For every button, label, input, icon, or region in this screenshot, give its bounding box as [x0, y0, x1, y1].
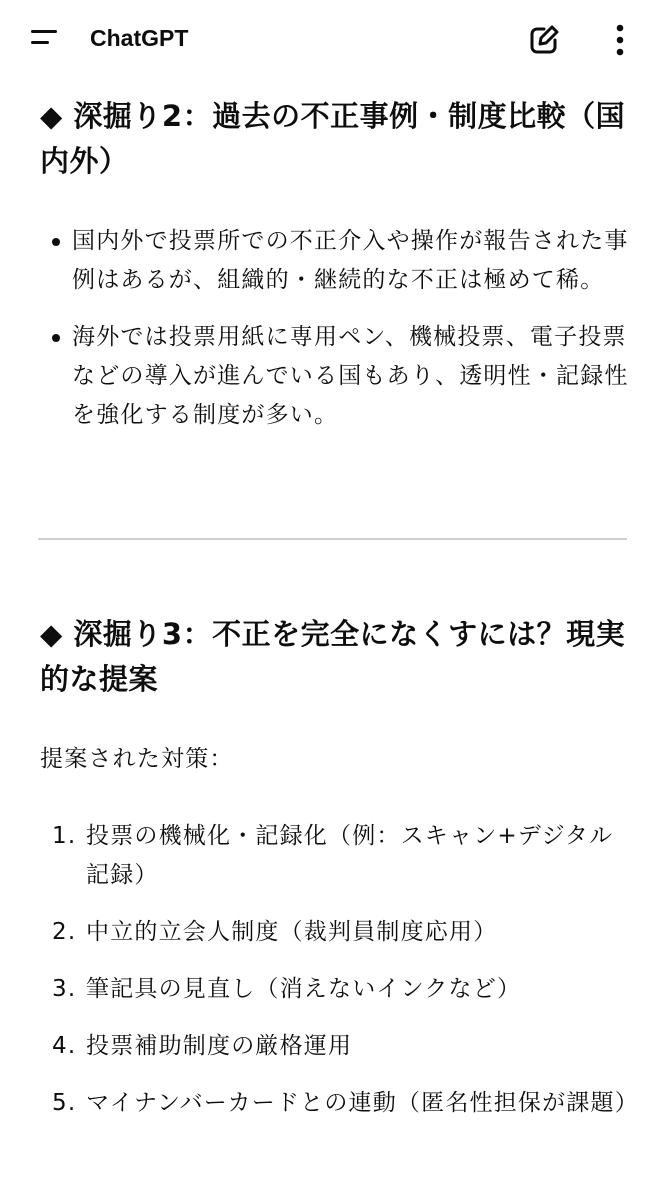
list-item — [40, 318, 630, 435]
intro-text: 提案された対策： — [40, 746, 234, 772]
hamburger-menu-icon — [31, 30, 57, 33]
list-item-text: 投票補助制度の厳格運用 — [86, 1033, 353, 1059]
list-item — [40, 970, 630, 1009]
list-number: 5. — [52, 1090, 77, 1116]
section-2 — [40, 94, 630, 435]
list-item-text: 中立的立会人制度（裁判員制度応用） — [86, 919, 498, 945]
app-title: ChatGPT — [90, 25, 189, 51]
list-item — [40, 1027, 630, 1066]
proposal-list — [40, 817, 639, 1123]
list-item-text: 海外では投票用紙に専用ペン、機械投票、電子投票などの導入が進んでいる国もあり、透明性・記録性を強化する制度が多い。 — [72, 324, 629, 428]
list-item-text: 筆記具の見直し（消えないインクなど） — [86, 976, 522, 1002]
list-item — [40, 817, 630, 895]
menu-button[interactable] — [22, 20, 70, 56]
list-item — [40, 1084, 639, 1123]
more-options-button[interactable] — [600, 18, 640, 62]
list-number: 2. — [52, 919, 77, 945]
list-item-text: マイナンバーカードとの連動（匿名性担保が課題） — [86, 1090, 639, 1116]
vertical-dots-icon — [600, 18, 640, 62]
new-chat-button[interactable] — [522, 18, 566, 62]
section-2-title: ◆ 深掘り2：過去の不正事例・制度比較（国内外） — [40, 99, 626, 178]
list-number: 3. — [52, 976, 77, 1002]
section-3 — [40, 612, 639, 1123]
section-divider — [38, 538, 627, 540]
list-item-text: 国内外で投票所での不正介入や操作が報告された事例はあるが、組織的・継続的な不正は極めて稀。 — [72, 228, 629, 293]
edit-pencil-icon — [522, 18, 566, 62]
bullet-dot — [52, 238, 60, 246]
list-item — [40, 222, 630, 300]
list-number: 4. — [52, 1033, 77, 1059]
list-number: 1. — [52, 823, 77, 849]
top-app-bar — [0, 0, 665, 78]
list-item-text: 投票の機械化・記録化（例：スキャン+デジタル記録） — [86, 823, 614, 888]
list-item — [40, 913, 630, 952]
section-2-bullets — [40, 222, 630, 435]
hamburger-menu-icon-line — [31, 41, 49, 44]
bullet-dot — [52, 334, 60, 342]
section-3-title: ◆ 深掘り3：不正を完全になくすには？現実的な提案 — [40, 617, 626, 696]
